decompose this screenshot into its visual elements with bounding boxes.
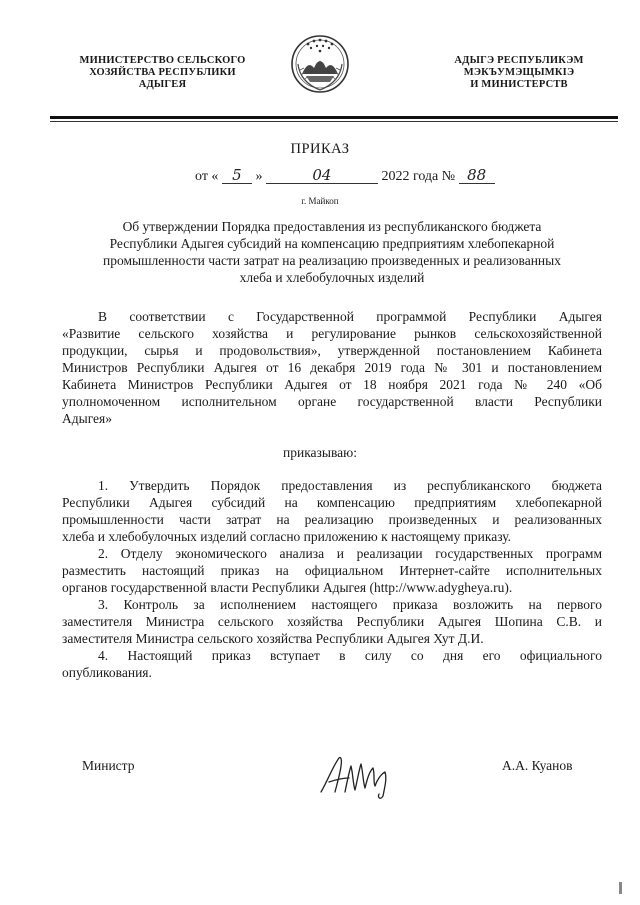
order-items	[62, 477, 602, 681]
item-line: хлеба и хлебобулочных изделий согласно приложению к настоящему приказу.	[62, 529, 512, 544]
item-line: 1. Утвердить Порядок предоставления из республиканского бюджета	[98, 478, 602, 493]
date-mid: »	[255, 169, 263, 184]
subject-line: Об утверждении Порядка предоставления из республиканского бюджета	[122, 219, 542, 234]
preamble-line: уполномоченном исполнительном органе государственной власти Республики	[62, 394, 602, 409]
item-line: опубликования.	[62, 665, 152, 680]
order-number: 88	[459, 167, 495, 184]
preamble-line: Министров Республики Адыгея от 16 декабря 2019 года № 301 и постановлением	[62, 360, 602, 375]
preamble-line: Кабинета Министров Республики Адыгея от 18 ноября 2021 года № 240 «Об	[62, 377, 602, 392]
ministry-name-line: АДЫГЭ РЕСПУБЛИКЭМ	[454, 55, 584, 66]
city: г. Майкоп	[301, 196, 339, 206]
item-line: Республики Адыгея субсидий на компенсацию предприятиям хлебопекарной	[62, 495, 602, 510]
item-line: органов государственной власти Республики Адыгея (http://www.adygheya.ru).	[62, 580, 513, 595]
item-line: промышленности части затрат на реализацию произведенных и реализованных	[62, 512, 602, 527]
preamble-paragraph	[62, 308, 602, 427]
header-divider-thick	[50, 116, 618, 119]
item-line: заместителя Министра сельского хозяйства Республики Адыгея Хут Д.И.	[62, 631, 484, 646]
date-prefix: от «	[195, 169, 219, 184]
item-line: 3. Контроль за исполнением настоящего приказа возложить на первого	[98, 597, 602, 612]
order-subject	[62, 218, 602, 286]
coat-of-arms-icon	[288, 30, 352, 100]
preamble-line: Адыгея»	[62, 411, 112, 426]
subject-line: хлеба и хлебобулочных изделий	[239, 270, 425, 285]
preamble-line: «Развитие сельского хозяйства и регулирование рынков сельскохозяйственной	[62, 326, 602, 341]
ministry-name-line: ХОЗЯЙСТВА РЕСПУБЛИКИ	[89, 67, 236, 78]
signatory-title: Министр	[82, 758, 135, 773]
header-divider-thin	[50, 121, 618, 122]
handwritten-signature	[315, 752, 405, 800]
date-month: 04	[266, 167, 378, 184]
preamble-line: В соответствии с Государственной программой Республики Адыгея	[98, 309, 602, 324]
order-date-line	[195, 167, 495, 185]
item-line: 4. Настоящий приказ вступает в силу со дня его официального	[98, 648, 602, 663]
item-line: 2. Отделу экономического анализа и реализации государственных программ	[98, 546, 602, 561]
preamble-line: продукции, сырья и продовольствия», утвержденной постановлением Кабинета	[62, 343, 602, 358]
ministry-name-adyghe	[430, 55, 608, 91]
item-line: разместить настоящий приказ на официальном Интернет-сайте исполнительных	[62, 563, 602, 578]
subject-line: промышленности части затрат на реализацию произведенных и реализованных	[103, 253, 561, 268]
ministry-name-line: АДЫГЕЯ	[138, 79, 187, 90]
date-year: 2022 года №	[381, 169, 456, 184]
order-word: приказываю:	[283, 445, 357, 460]
date-day: 5	[222, 167, 252, 184]
ministry-name-line: МЭКЪУМЭЩЫМКIЭ	[463, 67, 575, 78]
subject-line: Республики Адыгея субсидий на компенсацию предприятиям хлебопекарной	[109, 236, 555, 251]
ministry-name-line: И МИНИСТЕРСТВ	[470, 79, 568, 90]
scan-edge-mark	[619, 882, 622, 894]
document-title: ПРИКАЗ	[290, 141, 350, 157]
signatory-name: А.А. Куанов	[502, 758, 573, 773]
item-line: заместителя Министра сельского хозяйства Республики Адыгея Шопина С.В. и	[62, 614, 602, 629]
ministry-name-russian	[60, 55, 265, 91]
ministry-name-line: МИНИСТЕРСТВО СЕЛЬСКОГО	[79, 55, 246, 66]
